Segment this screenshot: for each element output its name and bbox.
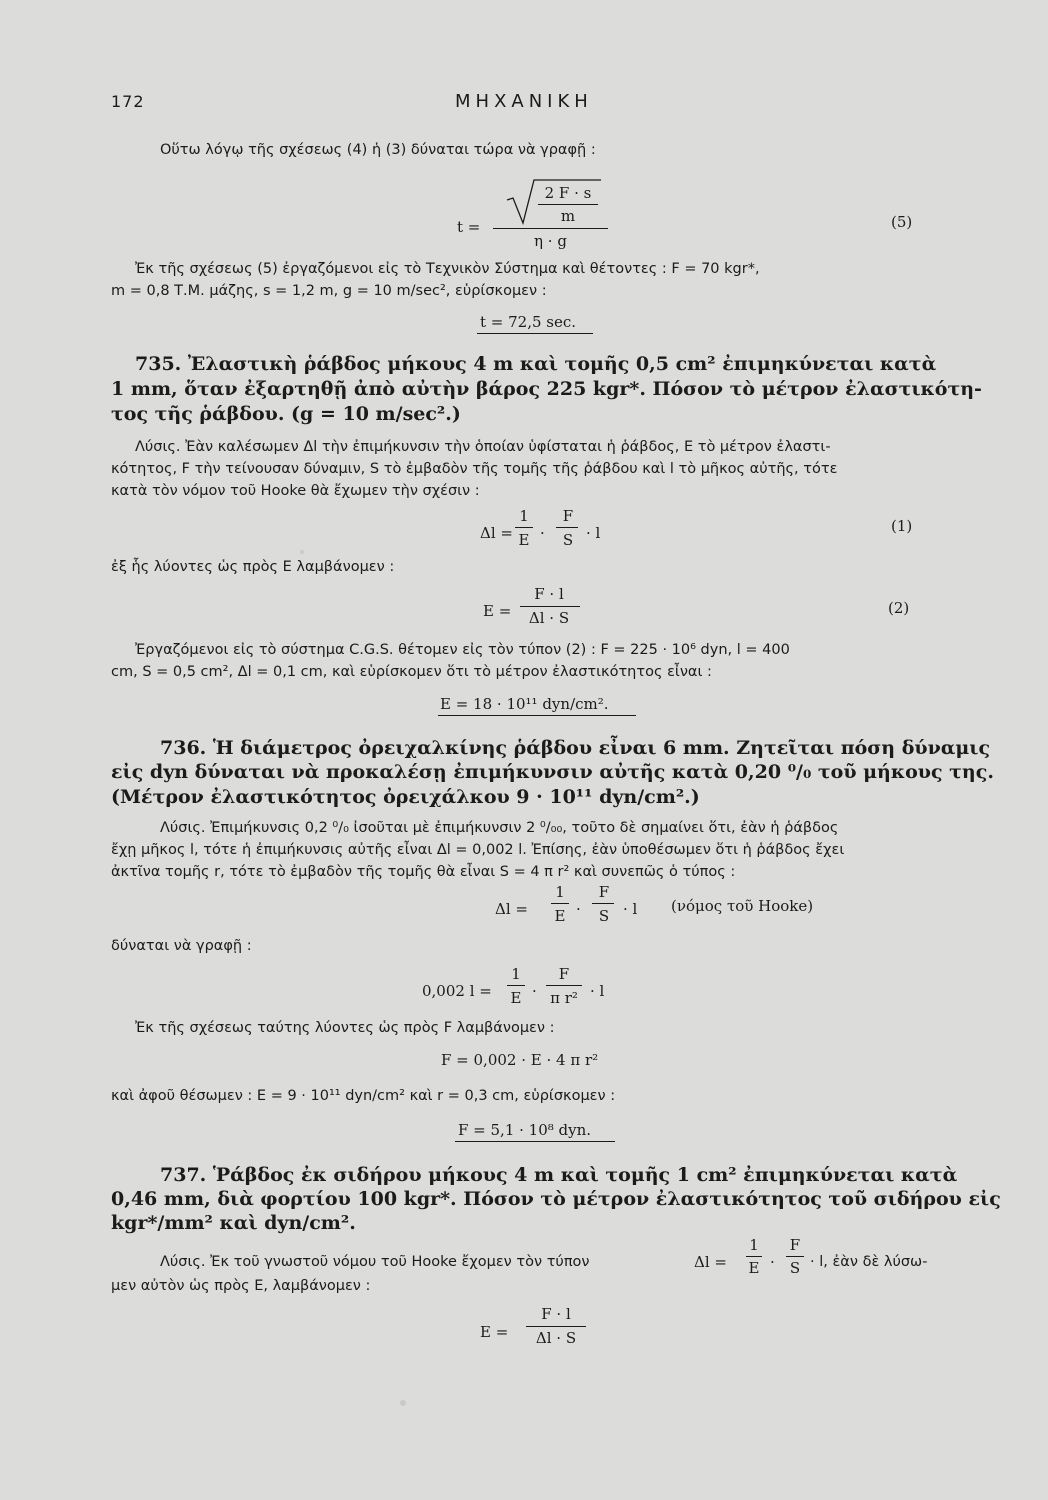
p737-solution-line2: μεν αὐτὸν ὡς πρὸς E, λαμβάνομεν :: [111, 1278, 371, 1294]
eqB-n2: F: [558, 965, 570, 983]
eq1-n2: F: [562, 507, 574, 525]
eqB-dot: ·: [532, 982, 537, 1000]
eq5-lhs: t =: [457, 218, 481, 236]
p735-line2: 1 mm, ὅταν ἐξαρτηθῇ ἀπὸ αὐτὴν βάρος 225 kgr*. Πόσον τὸ μέτρον ἐλαστικότη-: [111, 378, 982, 400]
p735-work-line1: Ἐργαζόμενοι εἰς τὸ σύστημα C.G.S. θέτομεν εἰς τὸν τύπον (2) : F = 225 · 10⁶ dyn, l = 400: [135, 642, 790, 658]
scan-speck: [400, 1400, 406, 1406]
p736-line1: 736. Ἡ διάμετρος ὀρειχαλκίνης ῥάβδου εἶναι 6 mm. Ζητεῖται πόση δύναμις: [160, 737, 991, 759]
fraction-bar: [507, 985, 525, 986]
result-underline: [438, 715, 636, 716]
p735-work-line2: cm, S = 0,5 cm², Δl = 0,1 cm, καὶ εὑρίσκομεν ὅτι τὸ μέτρον ἐλαστικότητος εἶναι :: [111, 664, 712, 680]
p736-written-line: δύναται νὰ γραφῇ :: [111, 938, 252, 954]
p735-solution-line1: Λύσις. Ἐὰν καλέσωμεν Δl τὴν ἐπιμήκυνσιν τὴν ὁποίαν ὑφίσταται ἡ ῥάβδος, E τὸ μέτρον ἐλαστι-: [135, 439, 831, 455]
p736-solution-line3: ἀκτῖνα τομῆς r, τότε τὸ ἐμβαδὸν τῆς τομῆς θὰ εἶναι S = 4 π r² καὶ συνεπῶς ὁ τύπος :: [111, 864, 736, 880]
p737-inline-d2: S: [789, 1259, 801, 1277]
p736-line2: εἰς dyn δύναται νὰ προκαλέσῃ ἐπιμήκυνσιν αὐτῆς κατὰ 0,20 ⁰/₀ τοῦ μήκους της.: [111, 761, 994, 783]
fraction-bar: [520, 606, 580, 607]
p737-inline-n1: 1: [749, 1236, 759, 1254]
p737-eq-den: Δl · S: [535, 1329, 577, 1347]
p737-line3: kgr*/mm² καὶ dyn/cm².: [111, 1212, 356, 1234]
p735-solution-line2: κότητος, F τὴν τείνουσαν δύναμιν, S τὸ ἐμβαδὸν τῆς τομῆς τῆς ῥάβδου καὶ l τὸ μῆκος αὐτῆς, τότε: [111, 461, 838, 477]
eqA-dot: ·: [576, 900, 581, 918]
eqB-d2: π r²: [550, 989, 578, 1007]
eq5-radicand-den: m: [560, 207, 576, 225]
p737-inline-tail: · l, ἐὰν δὲ λύσω-: [810, 1254, 928, 1270]
p737-eq-lhs: E =: [480, 1323, 509, 1341]
intro-result: t = 72,5 sec.: [480, 313, 577, 331]
eq5-radicand-num: 2 F · s: [544, 184, 592, 202]
eq2-den: Δl · S: [528, 609, 570, 627]
p737-inline-eq-lhs: Δl =: [694, 1253, 727, 1271]
fraction-bar: [746, 1256, 762, 1257]
eqA-note: (νόμος τοῦ Hooke): [671, 897, 814, 915]
p737-line1: 737. Ῥάβδος ἐκ σιδήρου μήκους 4 m καὶ τομῆς 1 cm² ἐπιμηκύνεται κατὰ: [160, 1164, 958, 1186]
fraction-bar: [515, 527, 533, 528]
eq1-d1: E: [518, 531, 530, 549]
eqA-tail: · l: [623, 900, 638, 918]
eqB-n1: 1: [511, 965, 521, 983]
eq1-lhs: Δl =: [480, 524, 513, 542]
intro-para-line1: Ἐκ τῆς σχέσεως (5) ἐργαζόμενοι εἰς τὸ Τεχνικὸν Σύστημα καὶ θέτοντες : F = 70 kgr*,: [135, 261, 760, 277]
eq2-lhs: E =: [483, 602, 512, 620]
eqA-d2: S: [598, 907, 610, 925]
p736-result: F = 5,1 · 10⁸ dyn.: [458, 1121, 592, 1139]
eq5-den: η · g: [534, 232, 567, 250]
fraction-bar: [592, 903, 614, 904]
intro-line: Οὕτω λόγῳ τῆς σχέσεως (4) ἡ (3) δύναται τώρα νὰ γραφῇ :: [160, 142, 596, 158]
eqB-d1: E: [510, 989, 522, 1007]
fraction-bar: [556, 527, 578, 528]
running-head: ΜΗΧΑΝΙΚΗ: [455, 91, 593, 112]
p737-eq-num: F · l: [541, 1305, 571, 1323]
page-number: 172: [111, 92, 145, 111]
p735-line3: τος τῆς ῥάβδου. (g = 10 m/sec².): [111, 403, 461, 425]
p737-line2: 0,46 mm, διὰ φορτίου 100 kgr*. Πόσον τὸ μέτρον ἐλαστικότητος τοῦ σιδήρου εἰς: [111, 1188, 1001, 1210]
p736-solution-line1: Λύσις. Ἐπιμήκυνσις 0,2 ⁰/₀ ἰσοῦται μὲ ἐπιμήκυνσιν 2 ⁰/₀₀, τοῦτο δὲ σημαίνει ὅτι, ἐὰν ἡ ῥάβδος: [160, 820, 839, 836]
p736-solution-line2: ἔχῃ μῆκος l, τότε ἡ ἐπιμήκυνσις αὐτῆς εἶναι Δl = 0,002 l. Ἐπίσης, ἐὰν ὑποθέσωμεν ὅτι ἡ ῥάβδος ἔχει: [111, 842, 845, 858]
eq5-label: (5): [891, 213, 913, 231]
eq2-label: (2): [888, 599, 910, 617]
p736-subst-line: καὶ ἀφοῦ θέσωμεν : E = 9 · 10¹¹ dyn/cm² καὶ r = 0,3 cm, εὑρίσκομεν :: [111, 1088, 616, 1104]
fraction-bar: [526, 1326, 586, 1327]
eqB-lhs: 0,002 l =: [422, 982, 492, 1000]
p736-solveF-line: Ἐκ τῆς σχέσεως ταύτης λύοντες ὡς πρὸς F λαμβάνομεν :: [135, 1020, 555, 1036]
eq1-dot: ·: [540, 524, 545, 542]
p735-solution-line3: κατὰ τὸν νόμον τοῦ Hooke θὰ ἔχωμεν τὴν σχέσιν :: [111, 483, 480, 499]
p736-line3: (Μέτρον ἐλαστικότητος ὀρειχάλκου 9 · 10¹¹ dyn/cm².): [111, 786, 700, 808]
eqA-n1: 1: [555, 883, 565, 901]
intro-para-line2: m = 0,8 Τ.Μ. μάζης, s = 1,2 m, g = 10 m/sec², εὑρίσκομεν :: [111, 283, 547, 299]
eqA-n2: F: [598, 883, 610, 901]
p735-solve-line: ἐξ ἧς λύοντες ὡς πρὸς E λαμβάνομεν :: [111, 559, 395, 575]
eq1-label: (1): [891, 517, 913, 535]
eq1-n1: 1: [519, 507, 529, 525]
result-underline: [477, 333, 593, 334]
fraction-bar: [546, 985, 582, 986]
eq1-tail: · l: [586, 524, 601, 542]
p735-result: E = 18 · 10¹¹ dyn/cm².: [440, 695, 609, 713]
p735-line1: 735. Ἐλαστικὴ ῥάβδος μήκους 4 m καὶ τομῆς 0,5 cm² ἐπιμηκύνεται κατὰ: [135, 353, 937, 375]
p737-solution-line1: Λύσις. Ἐκ τοῦ γνωστοῦ νόμου τοῦ Hooke ἔχομεν τὸν τύπον: [160, 1254, 590, 1270]
eq1-d2: S: [562, 531, 574, 549]
p737-inline-dot: ·: [770, 1253, 775, 1271]
eqA-d1: E: [554, 907, 566, 925]
p737-inline-n2: F: [789, 1236, 801, 1254]
fraction-bar: [551, 903, 569, 904]
eq2-num: F · l: [534, 585, 564, 603]
fraction-bar: [786, 1256, 804, 1257]
eqC: F = 0,002 · E · 4 π r²: [441, 1051, 599, 1069]
scan-speck: [300, 550, 304, 554]
eqA-lhs: Δl =: [495, 900, 528, 918]
fraction-bar: [538, 204, 598, 205]
fraction-bar: [493, 228, 608, 229]
result-underline: [455, 1141, 615, 1142]
p737-inline-d1: E: [748, 1259, 760, 1277]
eqB-tail: · l: [590, 982, 605, 1000]
